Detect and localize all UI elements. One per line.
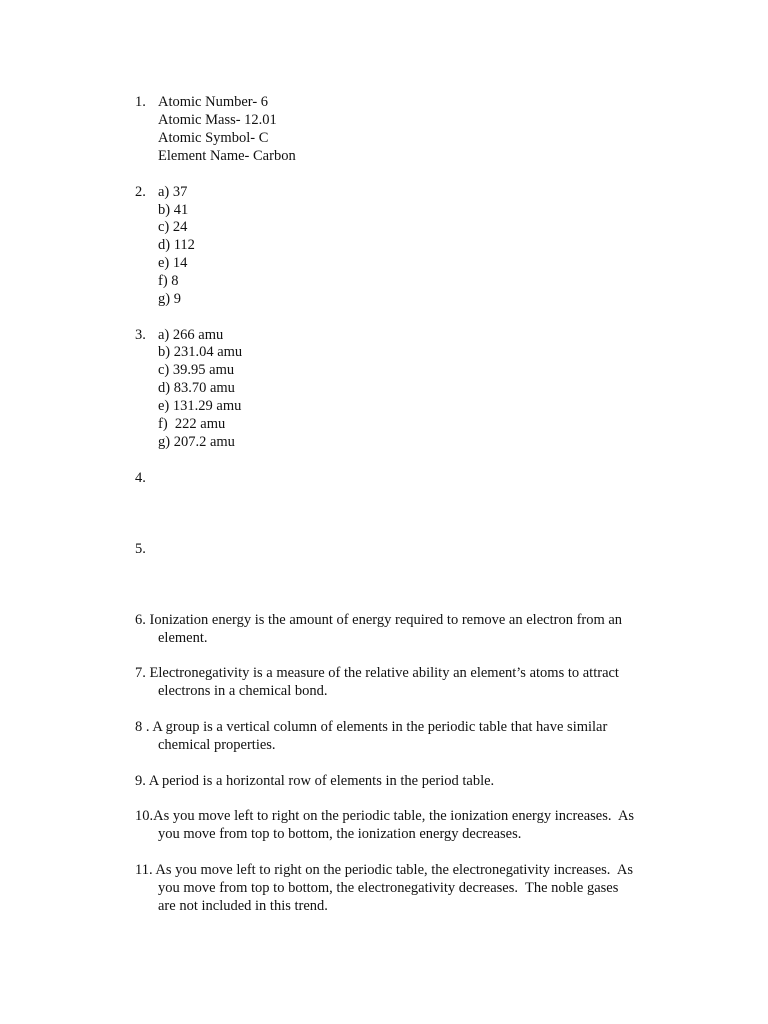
answer-2-item: a) 37 — [158, 184, 188, 200]
answer-1-line: Atomic Mass- 12.01 — [158, 112, 277, 128]
answer-4-number: 4. — [135, 470, 146, 486]
answer-2-item: g) 9 — [158, 291, 181, 307]
answer-3-item: a) 266 amu — [158, 327, 224, 343]
answer-9-line: 9. A period is a horizontal row of elements in the period table. — [135, 773, 495, 789]
answer-11-line: you move from top to bottom, the electronegativity decreases. The noble gases — [158, 880, 619, 896]
answer-7-line: 7. Electronegativity is a measure of the relative ability an element’s atoms to attract — [135, 665, 619, 681]
answer-8-line: 8 . A group is a vertical column of elements in the periodic table that have similar — [135, 719, 608, 735]
answer-1-line: Atomic Symbol- C — [158, 130, 269, 146]
answer-3-item: e) 131.29 amu — [158, 398, 242, 414]
answer-1-number: 1. — [135, 94, 146, 110]
answer-2-item: f) 8 — [158, 273, 179, 289]
answer-1-line: Element Name- Carbon — [158, 148, 296, 164]
answer-5-number: 5. — [135, 541, 146, 557]
answer-2-number: 2. — [135, 184, 146, 200]
answer-3-item: g) 207.2 amu — [158, 434, 235, 450]
answer-2-item: c) 24 — [158, 219, 188, 235]
answer-3-item: f) 222 amu — [158, 416, 226, 432]
answer-10-line: you move from top to bottom, the ionization energy decreases. — [158, 826, 522, 842]
answer-3-item: c) 39.95 amu — [158, 362, 235, 378]
answer-1-line: Atomic Number- 6 — [158, 94, 269, 110]
answer-2-item: b) 41 — [158, 202, 189, 218]
answer-8-line: chemical properties. — [158, 737, 276, 753]
answer-6-line: 6. Ionization energy is the amount of energy required to remove an electron from an — [135, 612, 623, 628]
answer-11-line: are not included in this trend. — [158, 898, 328, 914]
answer-3-number: 3. — [135, 327, 146, 343]
answer-2-item: e) 14 — [158, 255, 188, 271]
answer-7-line: electrons in a chemical bond. — [158, 683, 328, 699]
answer-10-line: 10.As you move left to right on the periodic table, the ionization energy increases. As — [135, 808, 635, 824]
answer-3-item: b) 231.04 amu — [158, 344, 243, 360]
answer-11-line: 11. As you move left to right on the periodic table, the electronegativity increases. As — [135, 862, 633, 878]
answer-2-item: d) 112 — [158, 237, 195, 253]
answer-6-line: element. — [158, 630, 208, 646]
answer-3-item: d) 83.70 amu — [158, 380, 235, 396]
